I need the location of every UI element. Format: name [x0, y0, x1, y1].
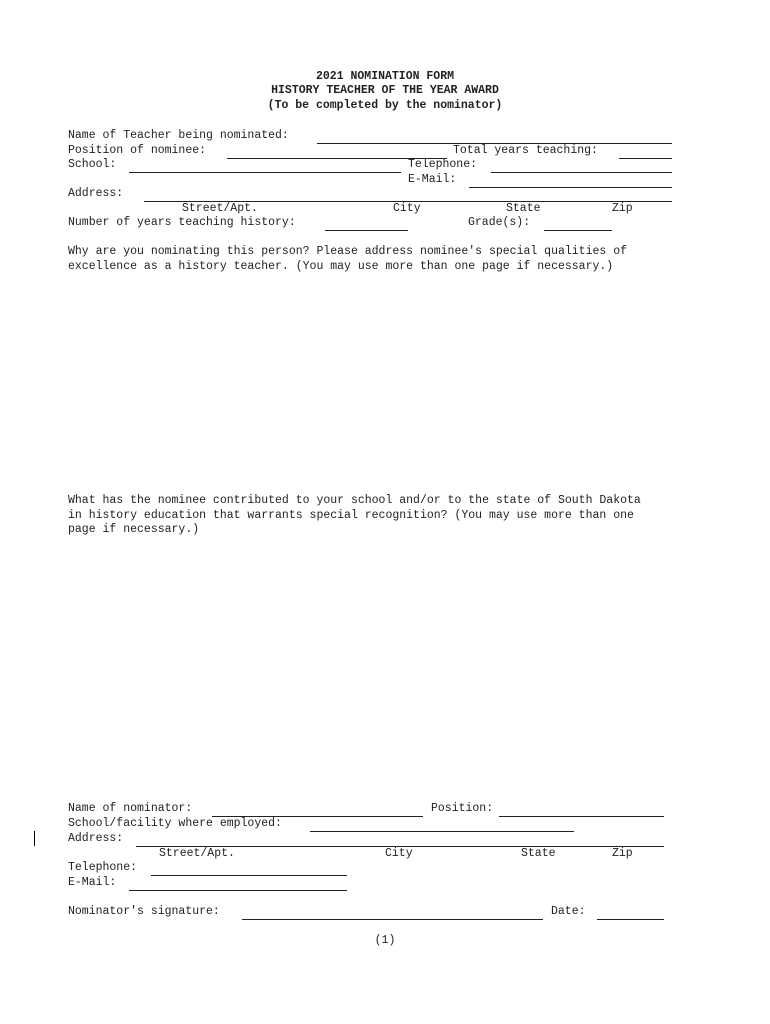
question-2-line-3: page if necessary.): [68, 523, 200, 536]
nominee-telephone-field[interactable]: [491, 160, 672, 173]
signature-field[interactable]: [242, 907, 543, 920]
nominator-name-field[interactable]: [212, 804, 423, 817]
nominator-address-label: Address:: [68, 832, 124, 845]
question-2-line-1: What has the nominee contributed to your school and/or to the state of South Dakota: [68, 494, 641, 507]
nominator-state-label: State: [521, 847, 556, 860]
nominator-telephone-label: Telephone:: [68, 861, 138, 874]
years-history-label: Number of years teaching history:: [68, 216, 296, 229]
nominee-address-label: Address:: [68, 187, 124, 200]
nominator-school-label: School/facility where employed:: [68, 817, 282, 830]
nominee-position-label: Position of nominee:: [68, 144, 207, 157]
nominator-name-label: Name of nominator:: [68, 802, 193, 815]
grades-label: Grade(s):: [468, 216, 531, 229]
total-years-label: Total years teaching:: [453, 144, 598, 157]
nominator-position-label: Position:: [431, 802, 494, 815]
nominee-school-label: School:: [68, 158, 117, 171]
nominee-state-label: State: [506, 202, 541, 215]
question-1-line-2: excellence as a history teacher. (You may use more than one page if necessary.): [68, 260, 614, 273]
text-cursor: [34, 831, 35, 846]
nominator-street-label: Street/Apt.: [159, 847, 235, 860]
total-years-field[interactable]: [619, 146, 672, 159]
grades-field[interactable]: [544, 218, 612, 231]
nominator-zip-label: Zip: [612, 847, 633, 860]
date-label: Date:: [551, 905, 586, 918]
form-title: 2021 NOMINATION FORM: [315, 70, 455, 83]
nominator-school-field[interactable]: [310, 819, 574, 832]
date-field[interactable]: [597, 907, 664, 920]
nominator-position-field[interactable]: [499, 804, 664, 817]
nominee-email-label: E-Mail:: [408, 173, 457, 186]
form-subtitle: HISTORY TEACHER OF THE YEAR AWARD: [271, 84, 499, 97]
nominator-email-field[interactable]: [129, 878, 347, 891]
nominator-email-label: E-Mail:: [68, 876, 117, 889]
nominator-city-label: City: [385, 847, 413, 860]
question-2-line-2: in history education that warrants special recognition? (You may use more than one: [68, 509, 634, 522]
nominee-street-label: Street/Apt.: [182, 202, 258, 215]
years-history-field[interactable]: [325, 218, 408, 231]
nominee-email-field[interactable]: [469, 175, 672, 188]
form-instruction: (To be completed by the nominator): [267, 99, 503, 112]
nominee-city-label: City: [393, 202, 421, 215]
nominator-address-field[interactable]: [136, 834, 664, 847]
question-1-line-1: Why are you nominating this person? Please address nominee's special qualities of: [68, 245, 627, 258]
page-number: (1): [374, 934, 396, 947]
nominee-address-field[interactable]: [144, 189, 672, 202]
nominee-name-label: Name of Teacher being nominated:: [68, 129, 289, 142]
nominee-zip-label: Zip: [612, 202, 633, 215]
nominator-telephone-field[interactable]: [151, 863, 347, 876]
nominee-telephone-label: Telephone:: [408, 158, 478, 171]
nominee-school-field[interactable]: [129, 160, 401, 173]
nominee-name-field[interactable]: [317, 131, 672, 144]
signature-label: Nominator's signature:: [68, 905, 220, 918]
